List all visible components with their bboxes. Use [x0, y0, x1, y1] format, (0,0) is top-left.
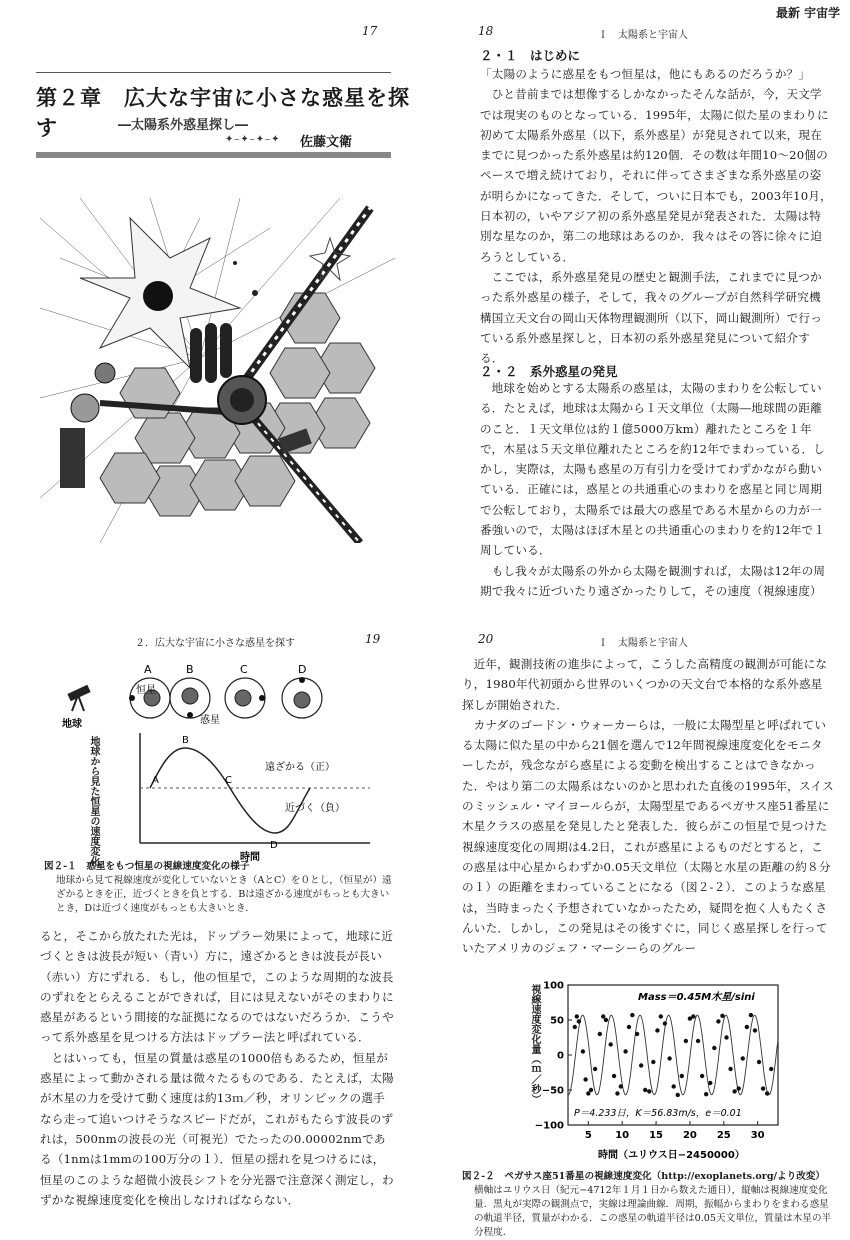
paragraph: ると，そこから放たれた光は，ドップラー効果によって，地球に近づくときは波長が短い（青い）方に，遠ざかるときは波長が長い（赤い）方にずれる．もし，他の恒星で，このような周期的な波長のずれをとらえることができれば，目には見えないがそのまわりに惑星があるという間接的な証拠になるのではないだろうか．こうやって系外惑星を見つける方法はドップラー法と呼ばれている． [40, 929, 394, 1045]
data-point [593, 1067, 597, 1071]
title-rule-bottom [36, 152, 391, 158]
data-point [728, 1067, 732, 1071]
x-tick-label: 30 [750, 1130, 765, 1141]
mass-annotation: Mass＝0.45M木星/sini [638, 992, 755, 1003]
paragraph: とはいっても，恒星の質量は惑星の1000倍もあるため，恒星が惑星によって動かされる量は微々たるものである．たとえば，太陽が木星の力を受けて動く速度は約13ｍ／秒，オリンピックの選手なら走って追いつけそうなスピードだが，これがもたらす波長のずれは，500nmの波長の光（可視光）でたったの0.00002nmである（1nmは1mmの100万分の１）．恒星の揺れを見つけるには，恒星のこのような超微小波長シフトを分光器で注意深く測定し，わずかな視線速度変化を検出しなければならない． [40, 1050, 394, 1207]
data-point [712, 1046, 716, 1050]
y-tick-label: −100 [534, 1120, 564, 1132]
header-tag: 最新 宇宙学 [776, 6, 841, 20]
label-star: 恒星 [136, 685, 156, 696]
data-point [745, 1025, 749, 1029]
data-point [581, 1049, 585, 1053]
chapter-subtitle: ―太陽系外惑星探し― [118, 118, 249, 133]
page-number: 18 [478, 24, 494, 38]
data-point [608, 1042, 612, 1046]
space-telescope-illustration [40, 198, 395, 543]
data-point [575, 1014, 579, 1018]
y-tick-label: 100 [543, 980, 564, 992]
x-tick-label: 5 [584, 1130, 592, 1141]
author-name: 佐藤文衛 [300, 135, 353, 150]
data-point [573, 1025, 577, 1029]
section-heading-discovery: ２・２ 系外惑星の発見 [480, 364, 618, 379]
data-point [615, 1091, 619, 1095]
y-axis-label: 視線速度変化量（ｍ／秒） [529, 984, 540, 1104]
plot-frame [568, 985, 778, 1125]
data-point [684, 1039, 688, 1043]
data-point [700, 1074, 704, 1078]
params-annotation: P＝4.233日，K＝56.83m/s，e＝0.01 [574, 1108, 742, 1119]
data-point [612, 1074, 616, 1078]
data-point [577, 1019, 581, 1023]
section-intro-body [480, 64, 832, 368]
data-point [761, 1086, 765, 1090]
caption-body: 横軸はユリウス日（紀元−4712年１月１日から数えた通日），縦軸は視線速度変化量．黒丸が実際の観測点で，実線は理論曲線．周期，振幅からまわりをまわる惑星の軌道半径，質量がわかる．この惑星の軌道半径は0.05天文単位，質量は木星の半分程度． [474, 1185, 832, 1238]
data-point [651, 1060, 655, 1064]
telescope-icon [67, 685, 90, 711]
y-axis-label: 地球から見た恒星の速度変化 [88, 736, 99, 866]
data-point [676, 1093, 680, 1097]
paragraph: 地球を始めとする太陽系の惑星は，太陽のまわりを公転している．たとえば，地球は太陽から１天文単位（太陽―地球間の距離のこと．１天文単位は約１億5000万km）離れたところを１年で，木星は５天文単位離れたところを約12年でまわっている．しかし，実際は，太陽も惑星の万有引力を受けてわずかながら動いている．正確には，惑星との共通重心のまわりを惑星と同じ周期で公転しており，太陽系では最大の惑星である木星からの力が一番強いので，太陽はほぼ木星との共通重心のまわりを約12年で１周している． [480, 381, 826, 558]
x-tick-label: 20 [682, 1130, 697, 1141]
data-point [663, 1021, 667, 1025]
page-19-body [40, 926, 395, 1216]
data-point [737, 1086, 741, 1090]
chapter-title: 第２章 広大な宇宙に小さな惑星を探す [36, 85, 410, 140]
title-rule-top [36, 72, 391, 73]
figure-2-1-caption [44, 860, 394, 916]
label-planet: 惑星 [200, 715, 220, 726]
data-point [586, 1091, 590, 1095]
x-tick-label: 10 [615, 1130, 630, 1141]
velocity-curve [150, 748, 310, 833]
y-tick-label: 50 [550, 1015, 564, 1027]
page-number: 19 [365, 632, 381, 646]
label-approaching: 近づく（負） [285, 803, 345, 814]
page-number: 20 [478, 632, 494, 646]
ornament: ✦–✦–✦–✦ [225, 134, 281, 145]
data-point [757, 1060, 761, 1064]
data-point [643, 1088, 647, 1092]
label-C: C [240, 663, 248, 676]
data-point [655, 1028, 659, 1032]
quote-line: 「太陽のように惑星をもつ恒星は，他にもあるのだろうか？」 [480, 67, 811, 81]
curve-label-D: D [270, 840, 278, 851]
data-point [749, 1013, 753, 1017]
section-discovery-body [480, 378, 832, 598]
curve-label-B: B [182, 735, 189, 746]
page-17 [0, 0, 418, 600]
page-20 [440, 608, 850, 1238]
data-point [667, 1056, 671, 1060]
curve-label-C: C [225, 775, 232, 786]
label-receding: 遠ざかる（正） [265, 762, 335, 773]
label-time: 時間 [240, 852, 260, 863]
data-point [741, 1056, 745, 1060]
data-point [630, 1013, 634, 1017]
data-point [619, 1084, 623, 1088]
paragraph: 近年，観測技術の進歩によって，こうした高精度の観測が可能になり，1980年代初頭から世界のいくつかの天文台で本格的な系外惑星探しが開始された． [462, 657, 828, 712]
label-D: D [298, 663, 307, 676]
page-19 [0, 608, 425, 1217]
y-tick-label: 0 [557, 1050, 564, 1062]
label-A: A [144, 663, 152, 676]
data-point [708, 1081, 712, 1085]
data-point [696, 1039, 700, 1043]
data-point [598, 1032, 602, 1036]
data-point [691, 1014, 695, 1018]
caption-title: 図２-１ 惑星をもつ恒星の視線速度変化の様子 [44, 861, 250, 872]
page-20-body [462, 654, 834, 964]
label-earth: 地球 [62, 719, 82, 730]
data-point [732, 1089, 736, 1093]
paragraph: ひと昔前までは想像するしかなかったそんな話が，今，天文学では現実のものとなっている．1995年，太陽に似た星のまわりに初めて太陽系外惑星（以下，系外惑星）が発見されて以来，現在までに見つかった系外惑星は約120個．その数は年間10〜20個のペースで増え続けており，それに伴ってさまざまな系外惑星の姿が明らかになってきた．そして，ついに日本でも，2003年10月，日本初の，いやアジア初の系外惑星発見が発表された．太陽は特別な星なのか，第二の地球はあるのか．我々はその答に徐々に迫ろうとしている． [480, 87, 832, 264]
paragraph: もし我々が太陽系の外から太陽を観測すれば，太陽は12年の周期で我々に近づいたり遠ざかったりして，その速度（視線速度） [480, 563, 826, 598]
figure-2-2-chart [518, 980, 788, 1168]
data-point [604, 1018, 608, 1022]
data-point [627, 1025, 631, 1029]
data-point [769, 1067, 773, 1071]
data-point [647, 1089, 651, 1093]
data-point [716, 1019, 720, 1023]
label-B: B [186, 663, 194, 676]
figure-2-2-caption [462, 1170, 837, 1240]
data-point [671, 1084, 675, 1088]
x-axis-label: 時間（ユリウス日−2450000） [598, 1150, 745, 1161]
data-point [583, 1077, 587, 1081]
data-point [659, 1014, 663, 1018]
caption-title: 図２-２ ペガサス座51番星の視線速度変化（http://exoplanets.org/より改変） [462, 1171, 826, 1182]
running-head: ２．広大な宇宙に小さな惑星を探す [135, 638, 295, 649]
paragraph: ここでは，系外惑星発見の歴史と観測手法，これまでに見つかった系外惑星の様子，そして，我々のグループが自然科学研究機構国立天文台の岡山天体物理観測所（以下，岡山観測所）で行っている系外惑星探しと，日本初の系外惑星発見について紹介する． [480, 269, 823, 366]
x-tick-label: 15 [649, 1130, 664, 1141]
data-point [680, 1074, 684, 1078]
data-point [623, 1049, 627, 1053]
page-18 [440, 0, 850, 600]
paragraph: カナダのゴードン・ウォーカーらは，一般に太陽型星と呼ばれている太陽に似た星の中から21個を選んで12年間視線速度変化をモニターしたが，残念ながら惑星による変動を検出することはできなかった．やはり第二の太陽系はないのかと思われた直後の1995年，スイスのミッシェル・マイヨールらが，太陽型星であるペガサス座51番星に木星クラスの惑星を発見したと発表した．彼らがこの恒星で見つけた視線速度変化の周期は4.2日，これが惑星によるものだとすると，この惑星は中心星からわずか0.05天文単位（太陽と水星の距離の約８分の１）の距離をまわっていることになる（図２-２）．このような惑星は，当時まったく予想されていなかったため，疑問を抱く人もたくさんいた．しかし，この発見はその後すぐに，同じく惑星探しを行っていたアメリカのジェフ・マーシーらのグルー [462, 717, 834, 956]
running-head: Ｉ 太陽系と宇宙人 [598, 30, 688, 41]
data-point [704, 1092, 708, 1096]
data-point [765, 1091, 769, 1095]
data-point [720, 1014, 724, 1018]
y-tick-label: −50 [541, 1085, 564, 1097]
data-point [635, 1032, 639, 1036]
curve-label-A: A [152, 775, 159, 786]
x-tick-label: 25 [716, 1130, 731, 1141]
data-point [753, 1028, 757, 1032]
data-point [639, 1063, 643, 1067]
caption-body: 地球から見て視線速度が変化していないとき（AとC）を０とし，（恒星が）遠ざかるときを正，近づくときを負とする．Bは遠ざかる速度がもっとも大きいとき，Dは近づく速度がもっとも大きいとき． [56, 875, 392, 914]
running-head: Ｉ 太陽系と宇宙人 [598, 638, 688, 649]
page-number: 17 [362, 24, 378, 38]
data-point [724, 1035, 728, 1039]
data-point [601, 1014, 605, 1018]
section-heading-intro: ２・１ はじめに [480, 48, 581, 63]
data-point [589, 1088, 593, 1092]
quadrant-divider [0, 600, 850, 608]
